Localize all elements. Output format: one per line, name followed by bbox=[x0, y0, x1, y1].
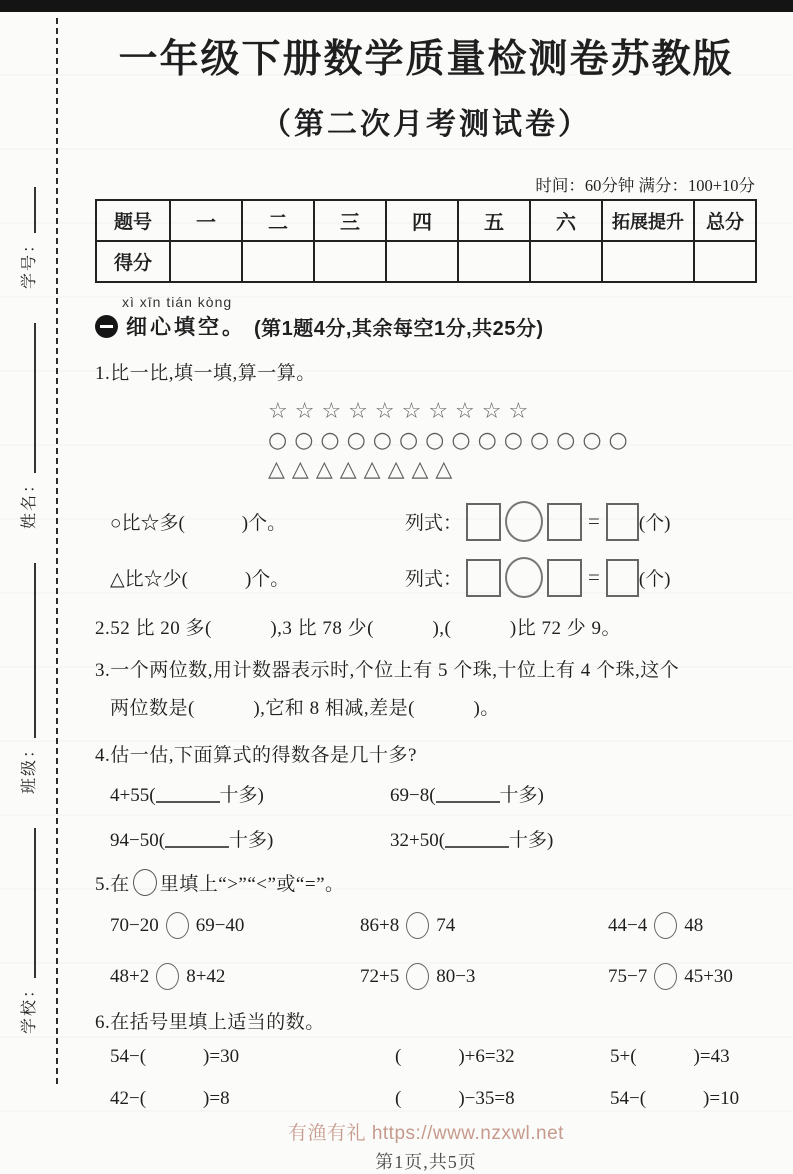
page-title: 一年级下册数学质量检测卷苏教版 bbox=[118, 38, 734, 81]
lieshi-label: 列式： bbox=[405, 513, 463, 534]
score-cell-empty bbox=[314, 241, 386, 282]
question-3-line-1: 3.一个两位数,用计数器表示时,个位上有 5 个珠,十位上有 4 个珠,这个 bbox=[95, 660, 680, 681]
compare-item: 72+5 80−3 bbox=[360, 963, 608, 990]
compare-circle bbox=[654, 963, 677, 990]
operator-circle bbox=[505, 557, 543, 598]
fill-number-item: ( )+6=32 bbox=[395, 1046, 515, 1067]
sidebar-field-label: 学号： bbox=[20, 234, 38, 289]
estimate-item: 4+55( 十多) bbox=[110, 785, 264, 806]
estimate-item: 32+50( 十多) bbox=[390, 830, 554, 851]
fill-blank bbox=[156, 787, 220, 803]
compare-circle bbox=[166, 912, 189, 939]
question-6-text: 6.在括号里填上适当的数。 bbox=[95, 1012, 325, 1033]
score-cell-empty bbox=[386, 241, 458, 282]
sidebar-field-label: 班级： bbox=[20, 739, 38, 794]
question-2-text: 2.52 比 20 多( ),3 比 78 少( ),( )比 72 少 9。 bbox=[95, 618, 621, 639]
compare-circle bbox=[406, 963, 429, 990]
score-table bbox=[95, 199, 757, 283]
sidebar-field-blank bbox=[34, 563, 36, 738]
question-4-items bbox=[95, 780, 757, 852]
star-row: ☆☆☆☆☆☆☆☆☆☆ bbox=[268, 399, 536, 424]
estimate-item: 69−8( 十多) bbox=[390, 785, 544, 806]
score-table-cell: 五 bbox=[458, 200, 530, 241]
unit-label: (个) bbox=[638, 569, 671, 590]
score-cell-empty bbox=[170, 241, 242, 282]
score-cell-empty bbox=[694, 241, 756, 282]
question-4-text: 4.估一估,下面算式的得数各是几十多? bbox=[95, 745, 417, 766]
sidebar-field-blank bbox=[34, 187, 36, 233]
sidebar-field bbox=[16, 187, 39, 289]
answer-box bbox=[547, 559, 582, 597]
equals-sign: = bbox=[588, 565, 600, 589]
question-6-items bbox=[95, 1046, 757, 1110]
fill-blank bbox=[445, 832, 509, 848]
score-cell-empty bbox=[458, 241, 530, 282]
test-paper bbox=[95, 12, 757, 1174]
sidebar-field-blank bbox=[34, 828, 36, 978]
equation-blanks bbox=[405, 501, 671, 542]
triangle-row: △△△△△△△△ bbox=[268, 457, 460, 482]
score-row-label: 得分 bbox=[96, 241, 170, 282]
score-table-cell: 三 bbox=[314, 200, 386, 241]
estimate-item: 94−50( 十多) bbox=[110, 830, 274, 851]
question-1-text: 1.比一比,填一填,算一算。 bbox=[95, 363, 316, 384]
side-fields bbox=[12, 22, 42, 1082]
score-table-cell: 一 bbox=[170, 200, 242, 241]
compare-circle bbox=[156, 963, 179, 990]
fill-number-item: 5+( )=43 bbox=[610, 1046, 730, 1067]
sidebar-field-label: 姓名： bbox=[20, 474, 38, 529]
compare-item: 44−4 48 bbox=[608, 912, 757, 939]
circle-row: ○○○○○○○○○○○○○○ bbox=[268, 428, 635, 453]
score-table-cell: 四 bbox=[386, 200, 458, 241]
cut-line bbox=[56, 18, 58, 1084]
question-5-items bbox=[95, 912, 757, 990]
fill-number-item: 54−( )=10 bbox=[610, 1088, 740, 1109]
compare-item: 86+8 74 bbox=[360, 912, 608, 939]
operator-circle bbox=[505, 501, 543, 542]
compare-statement: ○比☆多( )个。 bbox=[110, 513, 287, 534]
compare-item: 48+2 8+42 bbox=[110, 963, 360, 990]
score-table-header-row bbox=[96, 200, 756, 241]
page-number: 第1页,共5页 bbox=[375, 1152, 477, 1172]
question-5-text: 5.在 里填上“>”“<”或“=”。 bbox=[95, 869, 757, 896]
sidebar-field-blank bbox=[34, 323, 36, 473]
fill-number-item: ( )−35=8 bbox=[395, 1088, 515, 1109]
score-cell-empty bbox=[602, 241, 694, 282]
fill-number-item: 54−( )=30 bbox=[110, 1046, 240, 1067]
answer-box bbox=[466, 503, 501, 541]
sidebar-field bbox=[16, 828, 39, 1034]
fill-number-item: 42−( )=8 bbox=[110, 1088, 230, 1109]
score-table-cell: 二 bbox=[242, 200, 314, 241]
time-score-meta: 时间：60分钟 满分：100+10分 bbox=[535, 176, 755, 195]
compare-statement: △比☆少( )个。 bbox=[110, 569, 290, 590]
score-table-cell: 题号 bbox=[96, 200, 170, 241]
score-row bbox=[96, 241, 756, 282]
compare-circle bbox=[654, 912, 677, 939]
question-1-line-1 bbox=[95, 501, 757, 542]
sidebar-field-label: 学校： bbox=[20, 979, 38, 1034]
compare-circle bbox=[406, 912, 429, 939]
fill-blank bbox=[165, 832, 229, 848]
answer-box bbox=[547, 503, 582, 541]
compare-item: 75−7 45+30 bbox=[608, 963, 757, 990]
page-top-border bbox=[0, 0, 793, 12]
sidebar-field bbox=[16, 323, 39, 529]
score-cell-empty bbox=[242, 241, 314, 282]
shape-comparison-figure bbox=[95, 397, 757, 484]
section-one-title: 细心填空。 bbox=[126, 316, 246, 339]
answer-box bbox=[466, 559, 501, 597]
sidebar-field bbox=[16, 563, 39, 794]
fill-blank bbox=[436, 787, 500, 803]
unit-label: (个) bbox=[638, 513, 671, 534]
section-one-note: (第1题4分,其余每空1分,共25分) bbox=[254, 317, 544, 340]
site-watermark: 有渔有礼 https://www.nzxwl.net bbox=[288, 1123, 564, 1144]
score-table-cell: 六 bbox=[530, 200, 602, 241]
page-subtitle: （第二次月考测试卷） bbox=[261, 108, 591, 141]
score-cell-empty bbox=[530, 241, 602, 282]
lieshi-label: 列式： bbox=[405, 569, 463, 590]
score-table-cell: 总分 bbox=[694, 200, 756, 241]
section-one-pinyin: xì xīn tián kòng bbox=[122, 294, 233, 310]
score-table-cell: 拓展提升 bbox=[602, 200, 694, 241]
question-3-line-2: 两位数是( ),它和 8 相减,差是( )。 bbox=[110, 698, 500, 719]
compare-circle-icon bbox=[133, 869, 157, 896]
question-1-line-2 bbox=[95, 557, 757, 598]
equation-blanks bbox=[405, 557, 671, 598]
section-one-header bbox=[95, 311, 757, 341]
compare-item: 70−20 69−40 bbox=[110, 912, 360, 939]
result-box bbox=[606, 503, 639, 541]
equals-sign: = bbox=[588, 509, 600, 533]
result-box bbox=[606, 559, 639, 597]
circled-one-icon bbox=[95, 315, 118, 338]
